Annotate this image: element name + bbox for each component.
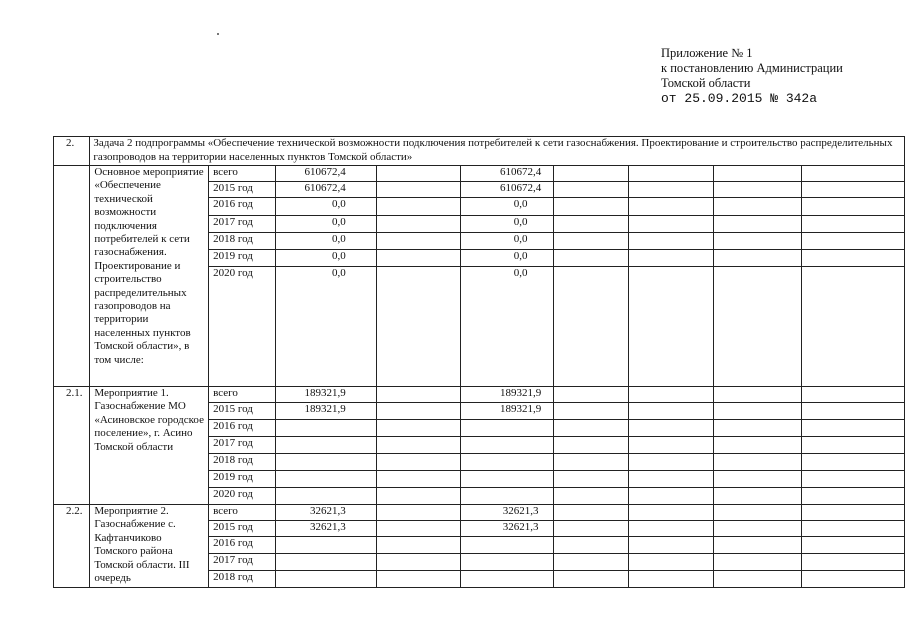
empty-cell [628, 454, 713, 471]
total-cell: 0,0 [275, 233, 376, 250]
empty-cell [628, 420, 713, 437]
empty-cell [801, 454, 904, 471]
section-name: Мероприятие 2. Газоснабжение с. Кафтанчиково Томского района Томской области. III очередь [90, 505, 209, 588]
empty-cell [376, 166, 460, 182]
empty-cell [801, 387, 904, 403]
empty-cell [801, 521, 904, 537]
budget-cell: 32621,3 [461, 505, 554, 521]
budget-cell: 610672,4 [461, 182, 554, 198]
empty-cell [628, 521, 713, 537]
empty-cell [554, 505, 629, 521]
total-cell [275, 488, 376, 505]
period-cell: всего [209, 166, 276, 182]
empty-cell [628, 437, 713, 454]
empty-cell [801, 267, 904, 387]
period-cell: 2015 год [209, 521, 276, 537]
appendix-header [661, 46, 843, 106]
section-index: 2.2. [54, 505, 90, 588]
empty-cell [628, 182, 713, 198]
empty-cell [554, 488, 629, 505]
empty-cell [554, 216, 629, 233]
empty-cell [554, 437, 629, 454]
empty-cell [554, 182, 629, 198]
total-cell: 610672,4 [275, 166, 376, 182]
empty-cell [554, 267, 629, 387]
empty-cell [554, 387, 629, 403]
total-cell: 610672,4 [275, 182, 376, 198]
period-cell: 2020 год [209, 267, 276, 387]
empty-cell [801, 471, 904, 488]
empty-cell [801, 420, 904, 437]
empty-cell [376, 233, 460, 250]
section-name: Основное мероприятие «Обеспечение технической возможности подключения потребителей к сети газоснабжения. Проектирование и строительство распределительных газопроводов на территории населенных пунктов Томской области», в том числе: [90, 166, 209, 387]
table-row [54, 505, 905, 521]
empty-cell [628, 250, 713, 267]
empty-cell [376, 505, 460, 521]
empty-cell [554, 233, 629, 250]
period-cell: всего [209, 505, 276, 521]
empty-cell [714, 166, 802, 182]
total-cell: 0,0 [275, 250, 376, 267]
empty-cell [376, 387, 460, 403]
empty-cell [714, 387, 802, 403]
empty-cell [628, 267, 713, 387]
period-cell: 2017 год [209, 216, 276, 233]
period-cell: всего [209, 387, 276, 403]
empty-cell [801, 505, 904, 521]
empty-cell [801, 488, 904, 505]
empty-cell [801, 437, 904, 454]
empty-cell [714, 233, 802, 250]
period-cell: 2019 год [209, 250, 276, 267]
period-cell: 2016 год [209, 420, 276, 437]
empty-cell [376, 537, 460, 554]
empty-cell [554, 521, 629, 537]
empty-cell [714, 403, 802, 420]
appendix-date-line: от 25.09.2015 № 342а [661, 91, 818, 106]
period-cell: 2017 год [209, 437, 276, 454]
empty-cell [801, 554, 904, 571]
empty-cell [554, 571, 629, 588]
empty-cell [554, 537, 629, 554]
budget-cell [461, 554, 554, 571]
section-name: Мероприятие 1. Газоснабжение МО «Асиновское городское поселение», г. Асино Томской области [90, 387, 209, 505]
budget-cell [461, 537, 554, 554]
period-cell: 2016 год [209, 198, 276, 216]
empty-cell [714, 420, 802, 437]
empty-cell [714, 505, 802, 521]
total-cell: 32621,3 [275, 521, 376, 537]
empty-cell [714, 471, 802, 488]
empty-cell [714, 521, 802, 537]
budget-cell: 0,0 [461, 216, 554, 233]
empty-cell [714, 216, 802, 233]
empty-cell [376, 521, 460, 537]
empty-cell [376, 403, 460, 420]
empty-cell [376, 471, 460, 488]
empty-cell [801, 166, 904, 182]
empty-cell [376, 182, 460, 198]
empty-cell [376, 437, 460, 454]
empty-cell [628, 505, 713, 521]
budget-cell: 0,0 [461, 267, 554, 387]
table-row [54, 387, 905, 403]
budget-cell [461, 471, 554, 488]
empty-cell [554, 554, 629, 571]
period-cell: 2018 год [209, 571, 276, 588]
empty-cell [801, 537, 904, 554]
empty-cell [714, 250, 802, 267]
total-cell: 189321,9 [275, 403, 376, 420]
total-cell: 32621,3 [275, 505, 376, 521]
period-cell: 2017 год [209, 554, 276, 571]
budget-cell [461, 437, 554, 454]
empty-cell [554, 166, 629, 182]
program-table-body [54, 137, 905, 588]
period-cell: 2020 год [209, 488, 276, 505]
empty-cell [801, 571, 904, 588]
period-cell: 2015 год [209, 182, 276, 198]
empty-cell [376, 554, 460, 571]
budget-cell: 0,0 [461, 233, 554, 250]
section-index: 2.1. [54, 387, 90, 505]
total-cell [275, 420, 376, 437]
empty-cell [801, 403, 904, 420]
empty-cell [376, 198, 460, 216]
empty-cell [714, 182, 802, 198]
empty-cell [801, 182, 904, 198]
empty-cell [628, 554, 713, 571]
empty-cell [801, 216, 904, 233]
empty-cell [554, 420, 629, 437]
empty-cell [801, 233, 904, 250]
empty-cell [628, 403, 713, 420]
budget-cell [461, 420, 554, 437]
empty-cell [376, 250, 460, 267]
total-cell [275, 471, 376, 488]
task-index: 2. [54, 137, 90, 166]
empty-cell [628, 216, 713, 233]
period-cell: 2018 год [209, 233, 276, 250]
empty-cell [714, 571, 802, 588]
empty-cell [628, 471, 713, 488]
total-cell [275, 454, 376, 471]
budget-cell: 189321,9 [461, 387, 554, 403]
budget-cell [461, 571, 554, 588]
appendix-region-line: Томской области [661, 76, 751, 90]
period-cell: 2016 год [209, 537, 276, 554]
empty-cell [376, 488, 460, 505]
empty-cell [714, 267, 802, 387]
empty-cell [376, 216, 460, 233]
empty-cell [554, 403, 629, 420]
total-cell [275, 437, 376, 454]
section-index [54, 166, 90, 387]
period-cell: 2015 год [209, 403, 276, 420]
empty-cell [801, 250, 904, 267]
task-text: Задача 2 подпрограммы «Обеспечение технической возможности подключения потребителей к сети газоснабжения. Проектирование и строительство распределительных газопроводов на территории населенных пунктов Томской области» [90, 137, 905, 166]
total-cell: 0,0 [275, 216, 376, 233]
task-row [54, 137, 905, 166]
empty-cell [714, 437, 802, 454]
empty-cell [801, 198, 904, 216]
empty-cell [628, 537, 713, 554]
empty-cell [714, 488, 802, 505]
total-cell [275, 571, 376, 588]
empty-cell [714, 454, 802, 471]
empty-cell [714, 198, 802, 216]
program-table [53, 136, 905, 588]
budget-cell: 32621,3 [461, 521, 554, 537]
budget-cell [461, 488, 554, 505]
total-cell: 189321,9 [275, 387, 376, 403]
scan-speck [217, 33, 219, 35]
budget-cell: 0,0 [461, 250, 554, 267]
table-row [54, 166, 905, 182]
empty-cell [376, 420, 460, 437]
budget-cell: 189321,9 [461, 403, 554, 420]
empty-cell [376, 454, 460, 471]
empty-cell [628, 571, 713, 588]
empty-cell [714, 537, 802, 554]
empty-cell [628, 198, 713, 216]
empty-cell [554, 471, 629, 488]
empty-cell [554, 250, 629, 267]
period-cell: 2018 год [209, 454, 276, 471]
empty-cell [628, 488, 713, 505]
empty-cell [376, 267, 460, 387]
empty-cell [628, 166, 713, 182]
budget-cell: 0,0 [461, 198, 554, 216]
empty-cell [628, 387, 713, 403]
total-cell [275, 537, 376, 554]
total-cell [275, 554, 376, 571]
total-cell: 0,0 [275, 198, 376, 216]
period-cell: 2019 год [209, 471, 276, 488]
empty-cell [554, 454, 629, 471]
appendix-title: Приложение № 1 [661, 46, 753, 60]
empty-cell [628, 233, 713, 250]
empty-cell [376, 571, 460, 588]
budget-cell: 610672,4 [461, 166, 554, 182]
empty-cell [554, 198, 629, 216]
empty-cell [714, 554, 802, 571]
budget-cell [461, 454, 554, 471]
appendix-resolution-line: к постановлению Администрации [661, 61, 843, 75]
total-cell: 0,0 [275, 267, 376, 387]
